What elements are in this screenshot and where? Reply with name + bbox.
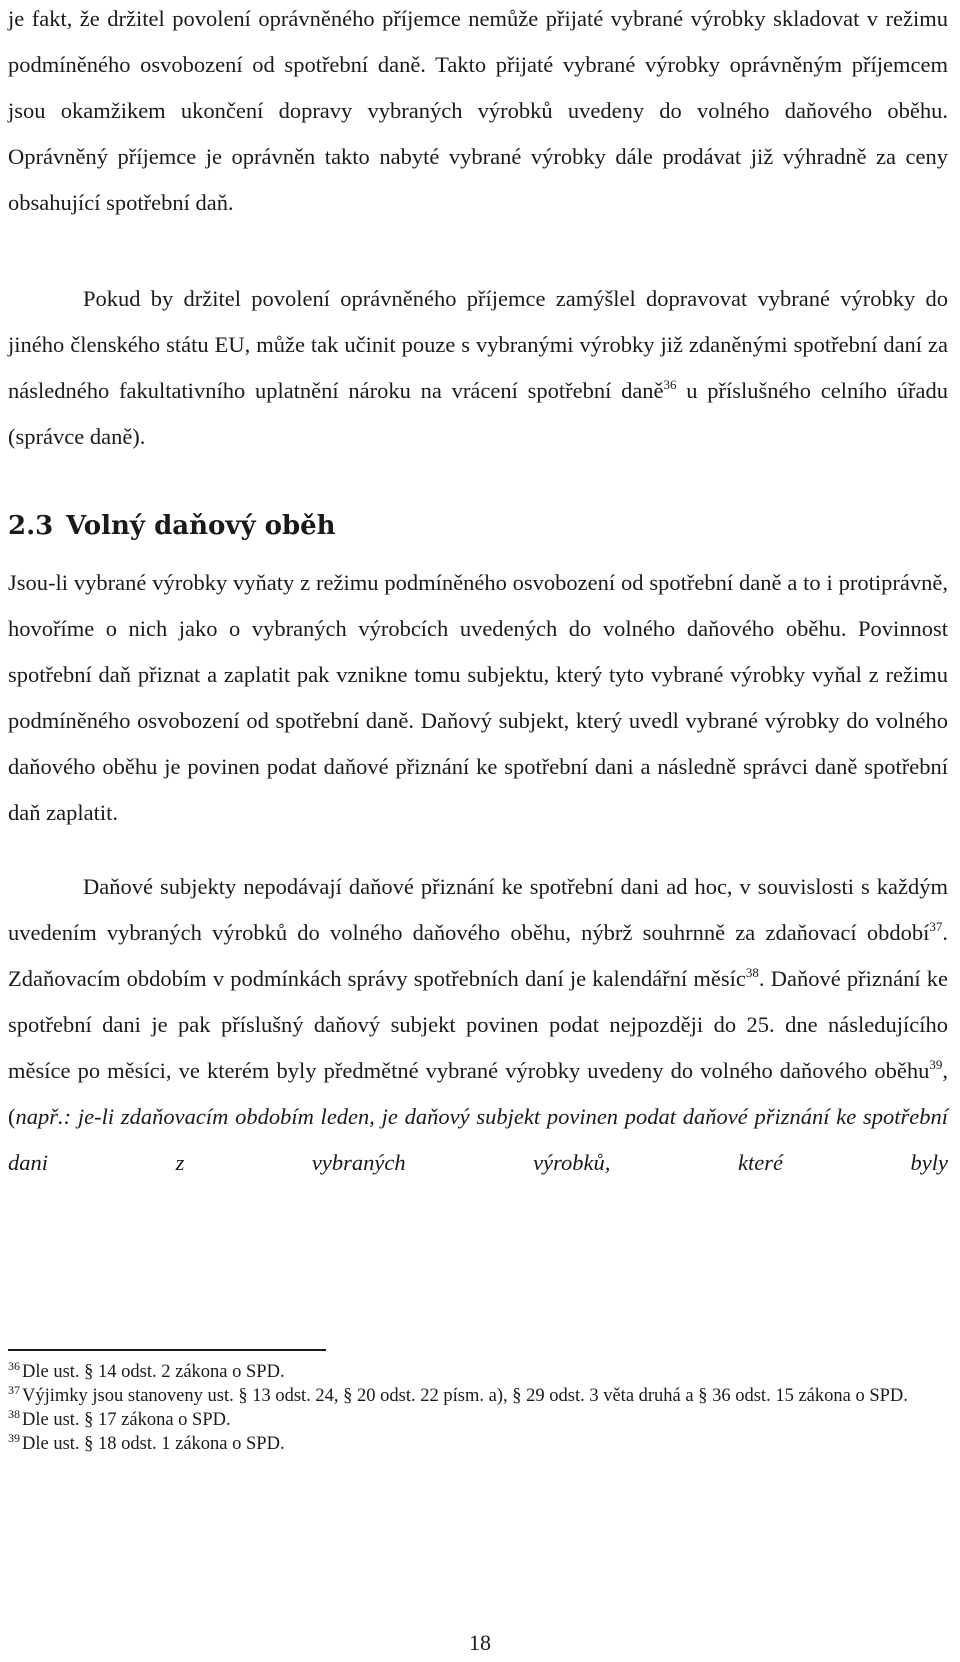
footnote-ref-39[interactable]: 39 [929,1057,943,1072]
paragraph-4 [8,864,948,1186]
footnote-text: Dle ust. § 14 odst. 2 zákona o SPD. [22,1362,285,1382]
paragraph-1 [8,0,948,226]
footnote-number: 37 [8,1383,20,1397]
footnote-separator [8,1349,326,1351]
section-number: 2.3 [8,511,54,541]
section-heading [8,508,336,544]
footnote-number: 36 [8,1359,20,1373]
footnote-text: Výjimky jsou stanoveny ust. § 13 odst. 24, § 20 odst. 22 písm. a), § 29 odst. 3 věta druhá a § 36 odst. 15 zákona o SPD. [22,1386,908,1406]
paragraph-4-text-b: . Zdaňovacím obdobím v podmínkách správy spotřebních daní je kalendářní měsíc [8,920,948,991]
paragraph-3 [8,560,948,836]
footnote-39 [8,1432,948,1456]
footnote-ref-37[interactable]: 37 [929,919,943,934]
footnote-number: 39 [8,1431,20,1445]
footnote-36 [8,1360,948,1384]
paragraph-2 [8,276,948,460]
footnote-text: Dle ust. § 18 odst. 1 zákona o SPD. [22,1434,285,1454]
footnote-text: Dle ust. § 17 zákona o SPD. [22,1410,231,1430]
paragraph-4-text-d: , ( [8,1058,948,1129]
paragraph-4-text-c: . Daňové přiznání ke spotřební dani je pak příslušný daňový subjekt povinen podat nejpozději do 25. dne následujícího měsíce po měsíci, ve kterém byly předmětné vybrané výrobky uvedeny do volného daňového oběhu [8,966,948,1083]
paragraph-2-text-b: u příslušného celního úřadu (správce daně). [8,378,948,449]
footnote-number: 38 [8,1407,20,1421]
page-number: 18 [469,1630,491,1655]
footnotes [8,1360,948,1456]
paragraph-4-text-a: Daňové subjekty nepodávají daňové přiznání ke spotřební dani ad hoc, v souvislosti s každým uvedením vybraných výrobků do volného daňového oběhu, nýbrž souhrnně za zdaňovací období [8,874,948,945]
footnote-ref-36[interactable]: 36 [663,377,677,392]
section-title: Volný daňový oběh [66,511,336,541]
footnote-37 [8,1384,948,1408]
paragraph-4-italic-example: např.: je-li zdaňovacím obdobím leden, je daňový subjekt povinen podat daňové přiznání ke spotřební dani z vybraných výrobků, které byly [8,1104,948,1175]
paragraph-2-text-a: Pokud by držitel povolení oprávněného příjemce zamýšlel dopravovat vybrané výrobky do jiného členského státu EU, může tak učinit pouze s vybranými výrobky již zdaněnými spotřební daní za následného fakultativního uplatnění nároku na vrácení spotřební daně [8,286,948,403]
footnote-ref-38[interactable]: 38 [745,965,759,980]
paragraph-1-text: je fakt, že držitel povolení oprávněného příjemce nemůže přijaté vybrané výrobky skladovat v režimu podmíněného osvobození od spotřební daně. Takto přijaté vybrané výrobky oprávněným příjemcem jsou okamžikem ukončení dopravy vybraných výrobků uvedeny do volného daňového oběhu. Oprávněný příjemce je oprávněn takto nabyté vybrané výrobky dále prodávat již výhradně za ceny obsahující spotřební daň. [8,6,948,215]
paragraph-3-text: Jsou-li vybrané výrobky vyňaty z režimu podmíněného osvobození od spotřební daně a to i protiprávně, hovoříme o nich jako o vybraných výrobcích uvedených do volného daňového oběhu. Povinnost spotřební daň přiznat a zaplatit pak vznikne tomu subjektu, který tyto vybrané výrobky vyňal z režimu podmíněného osvobození od spotřební daně. Daňový subjekt, který uvedl vybrané výrobky do volného daňového oběhu je povinen podat daňové přiznání ke spotřební dani a následně správci daně spotřební daň zaplatit. [8,570,948,825]
footnote-38 [8,1408,948,1432]
